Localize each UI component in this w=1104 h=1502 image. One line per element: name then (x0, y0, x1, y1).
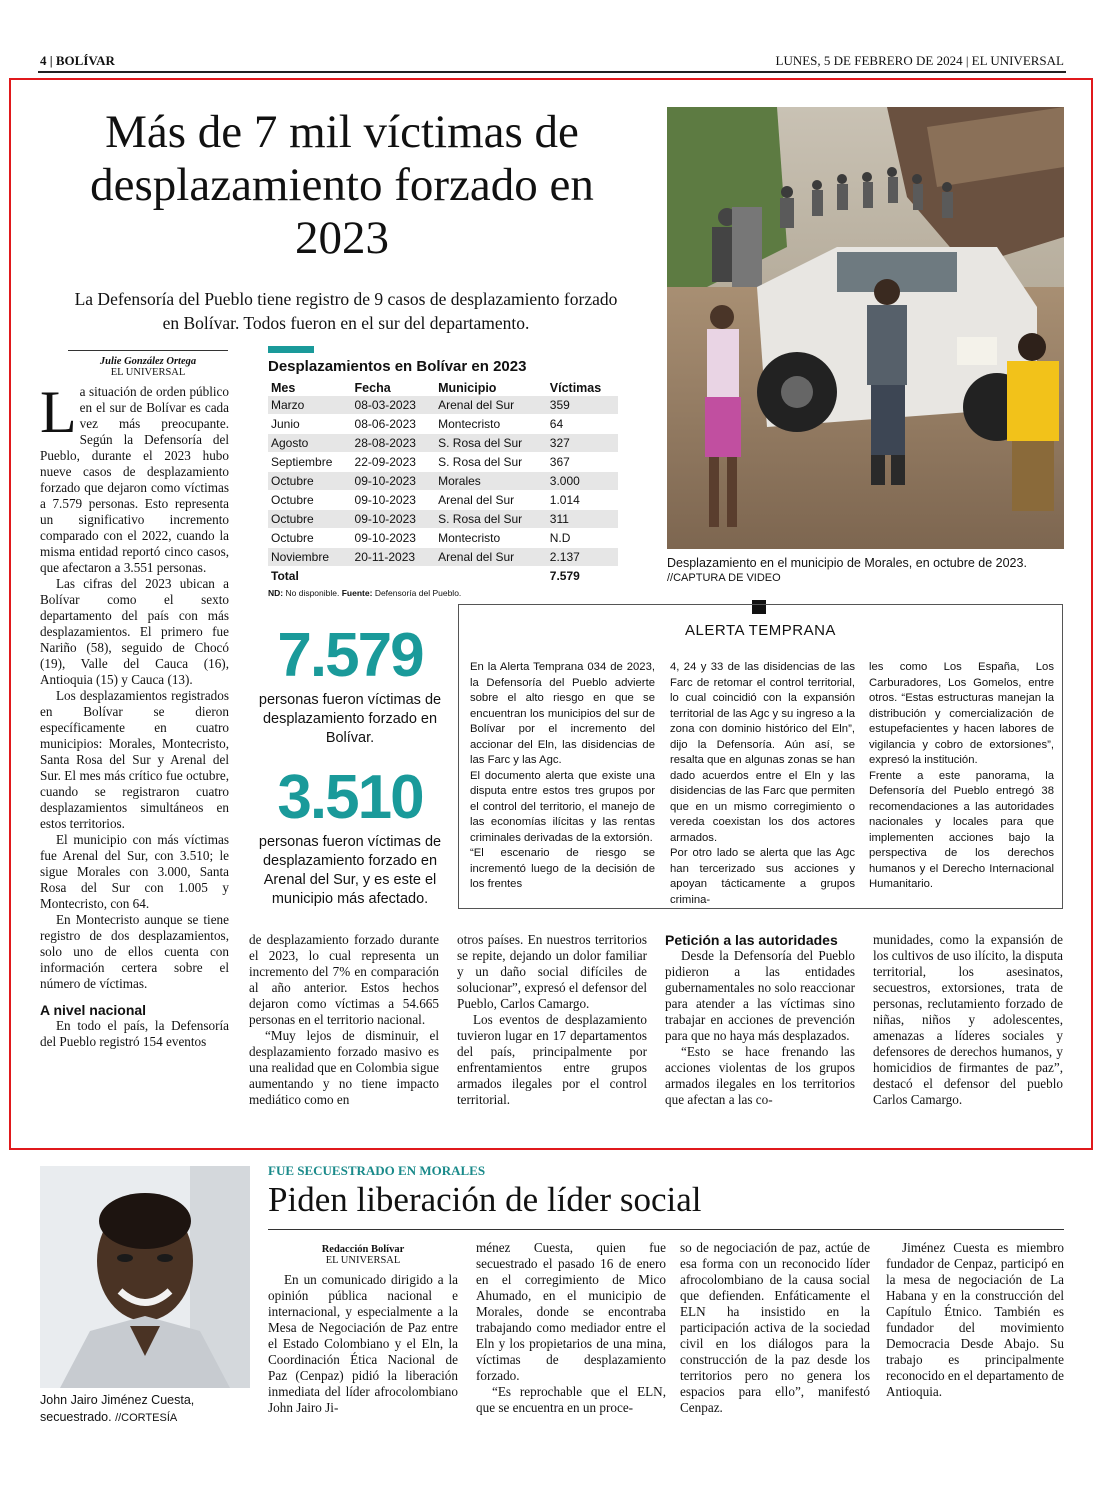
article-column-1 (40, 379, 229, 1050)
table-cell: S. Rosa del Sur (435, 434, 547, 453)
table-cell: N.D (547, 529, 618, 548)
table-cell: Noviembre (268, 548, 352, 567)
table-cell: Arenal del Sur (435, 548, 547, 567)
alerta-title: ALERTA TEMPRANA (685, 622, 836, 639)
table-header: Mes (271, 381, 296, 395)
table-cell: S. Rosa del Sur (435, 453, 547, 472)
table-row (268, 548, 618, 567)
table-cell: Montecristo (435, 415, 547, 434)
paragraph: so de negociación de paz, actúe de esa forma con un reconocido líder afrocolombiano de la causa social que defienden. Enfáticamente el ELN ha insistido en la participación activa de la sociedad civil en los diálogos para la construcción de la paz desde los territorios pero no genera los espacios para ello”, manifestó Cenpaz. (680, 1240, 870, 1415)
table-cell: Agosto (268, 434, 352, 453)
story2-rule (268, 1229, 1064, 1230)
drop-cap: L (40, 379, 77, 445)
table-cell: 1.014 (547, 491, 618, 510)
subhead-national: A nivel nacional (40, 1002, 147, 1018)
leader-photo-caption: John Jairo Jiménez Cuesta, secuestrado. //CORTESÍA (40, 1393, 195, 1424)
alerta-column-1: En la Alerta Temprana 034 de 2023, la Defensoría del Pueblo advierte sobre el alto riesgo en que se encuentran los municipios del sur de Bolívar por el incremento del accionar del Eln, las disidencias de las Farc y las Agc. El documento alerta que existe una disputa entre estos tres grupos por el control del territorio, el manejo de las economías ilícitas y las rentas criminales derivadas de la extorsión. “El escenario de riesgo se incrementó luego de la decisión de los frentes (470, 661, 655, 890)
table-cell: 311 (547, 510, 618, 529)
story2-kicker: FUE SECUESTRADO EN MORALES (268, 1163, 486, 1178)
alerta-column-3: les como Los España, Los Carburadores, Los Gomelos, entre otros. “Estas estructuras manejan la distribución y comercialización de estupefacientes y hacen labores de vigilancia y cobro de extorsiones”, expresó la institución. Frente a este panorama, la Defensoría del Pueblo entregó 38 recomendaciones a las autoridades nacionales y locales para que implementen acciones bajo la perspectiva de los derechos humanos y el Derecho Internacional Humanitario. (869, 661, 1054, 890)
table-row (268, 510, 618, 529)
table-cell: Montecristo (435, 529, 547, 548)
person-middle (867, 279, 907, 485)
story2-headline: Piden liberación de líder social (268, 1180, 702, 1219)
table-cell: Arenal del Sur (435, 491, 547, 510)
table-accent-bar (268, 346, 314, 353)
paragraph: “Muy lejos de disminuir, el desplazamiento forzado masivo es una realidad que en Colombia sigue aumentando y no tiene impacto mediático como en (249, 1028, 439, 1107)
leader-photo (40, 1166, 250, 1388)
table-cell: 359 (547, 396, 618, 415)
table-cell (435, 567, 547, 586)
table-row (268, 415, 618, 434)
story2-column-2 (476, 1240, 666, 1416)
table-note: ND: No disponible. Fuente: Defensoría del Pueblo. (268, 588, 462, 598)
photo-caption: Desplazamiento en el municipio de Morales, en octubre de 2023. //CAPTURA DE VIDEO (667, 556, 1067, 586)
table-cell: Octubre (268, 472, 352, 491)
table-header: Fecha (354, 381, 391, 395)
stat-text: personas fueron víctimas de desplazamiento forzado en Arenal del Sur, y es este el municipio más afectado. (258, 834, 442, 907)
stat-block-arenal (248, 762, 452, 909)
table-cell: 3.000 (547, 472, 618, 491)
byline (68, 356, 228, 378)
table-total-row (268, 567, 618, 586)
byline-author: Julie González Ortega (99, 356, 197, 367)
paragraph: “Es reprochable que el ELN, que se encuentra en un proce- (476, 1384, 666, 1415)
paragraph: En Montecristo aunque se tiene registro de dos desplazamientos, solo uno de ellos cuenta con información certera sobre el número de víctimas. (40, 912, 229, 991)
table-cell: 09-10-2023 (352, 510, 436, 529)
table-cell: 64 (547, 415, 618, 434)
table-cell: S. Rosa del Sur (435, 510, 547, 529)
table-total-value: 7.579 (547, 567, 618, 586)
table-row (268, 453, 618, 472)
table-cell: 22-09-2023 (352, 453, 436, 472)
paragraph: a situación de orden público en el sur de Bolívar es cada vez más preocupante. Según la Defensoría del Pueblo, durante el 2023 hubo nueve casos de desplazamiento forzado que dejaron como víctimas a 7.579 personas. Esto representa un significativo incremento comparado con el 2022, cuando la misma entidad reportó cinco casos, que afectaron a 3.551 personas. (40, 384, 229, 575)
paragraph: ménez Cuesta, quien fue secuestrado el pasado 16 de enero en el corregimiento de Mico Ahumado, en el municipio de Morales, donde se encontraba trabajando como mediador entre el Eln y los propietarios de una mina, víctimas de desplazamiento forzado. (476, 1240, 666, 1383)
story2-column-1 (268, 1272, 458, 1416)
table-header: Víctimas (549, 381, 602, 395)
stat-number: 7.579 (277, 621, 423, 690)
table-total-label: Total (268, 567, 352, 586)
paragraph: En todo el país, la Defensoría del Pueblo registró 154 eventos (40, 1018, 229, 1049)
table-cell: Junio (268, 415, 352, 434)
photo-credit: //CAPTURA DE VIDEO (667, 572, 781, 584)
table-cell (352, 567, 436, 586)
paragraph: de desplazamiento forzado durante el 2023, lo cual representa un incremento del 7% en comparación al año anterior. Estos hechos dejaron como víctimas a 54.665 personas en el territorio nacional. (249, 932, 439, 1027)
article-column-2 (249, 932, 439, 1108)
paragraph: Los desplazamientos registrados en Bolívar se dieron específicamente en cuatro municipios: Morales, Montecristo, Santa Rosa del Sur y Arenal del Sur. El mes más crítico fue octubre, cuando se registraron cuatro desplazamientos simultáneos en estos territorios. (40, 688, 229, 831)
table-header: Municipio (438, 381, 497, 395)
table-row (268, 529, 618, 548)
stat-block-bolivar (248, 620, 452, 748)
byline-outlet: EL UNIVERSAL (325, 1255, 401, 1266)
displacement-photo (667, 107, 1064, 549)
paragraph: Desde la Defensoría del Pueblo pidieron a las entidades gubernamentales no solo reaccionar para atender a las víctimas sino trabajar en acciones de prevención para que no haya más desplazados. (665, 948, 855, 1043)
paragraph: El municipio con más víctimas fue Arenal del Sur, con 3.510; le sigue Morales con 3.000, Santa Rosa del Sur con 1.005 y Montecristo, con 64. (40, 832, 229, 911)
page-section-label: 4 | BOLÍVAR (40, 53, 115, 68)
story2-column-3 (680, 1240, 870, 1416)
paragraph: Los eventos de desplazamiento tuvieron lugar en 17 departamentos del país, principalmente por enfrentamientos entre grupos armados ilegales por el control territorial. (457, 1012, 647, 1107)
table-cell: 20-11-2023 (352, 548, 436, 567)
page-date-label: LUNES, 5 DE FEBRERO DE 2024 | EL UNIVERSAL (775, 53, 1064, 68)
table-cell: 08-03-2023 (352, 396, 436, 415)
table-cell: Morales (435, 472, 547, 491)
header-rule (38, 71, 1066, 73)
leader-photo-credit: //CORTESÍA (115, 1412, 178, 1424)
table-cell: 09-10-2023 (352, 491, 436, 510)
paragraph: Las cifras del 2023 ubican a Bolívar como el sexto departamento del país con más desplazamientos. El primero fue Nariño (58), seguido de Chocó (19), Valle del Cauca (16), Antioquia (15) y Cauca (13). (40, 576, 229, 687)
article-column-5 (873, 932, 1063, 1108)
byline-author: Redacción Bolívar (321, 1244, 405, 1255)
table-cell: 09-10-2023 (352, 529, 436, 548)
table-cell: Septiembre (268, 453, 352, 472)
story2-column-4 (886, 1240, 1064, 1400)
displacement-table (268, 380, 618, 586)
table-cell: 09-10-2023 (352, 472, 436, 491)
article-column-3 (457, 932, 647, 1108)
table-header-row (268, 380, 618, 396)
stat-text: personas fueron víctimas de desplazamiento forzado en Bolívar. (258, 692, 442, 746)
paragraph: otros países. En nuestros territorios se repite, dejando un dolor familiar y un daño social difíciles de solucionar”, expresó el defensor del Pueblo, Carlos Camargo. (457, 932, 647, 1011)
story2-byline (268, 1244, 458, 1266)
subhead-peticion: Petición a las autoridades (665, 932, 838, 948)
stat-number: 3.510 (277, 763, 423, 832)
paragraph: Jiménez Cuesta es miembro fundador de Cenpaz, participó en la mesa de negociación de La Habana y en la construcción del Capítulo Étnico. También es fundador del movimiento Democracia Desde Abajo. Su trabajo es principalmente reconocido en el departamento de Antioquia. (886, 1240, 1064, 1399)
paragraph: “Esto se hace frenando las acciones violentas de los grupos armados ilegales en los territorios que afectan a las co- (665, 1044, 855, 1107)
paragraph: munidades, como la expansión de los cultivos de uso ilícito, la disputa territorial, los asesinatos, secuestros, extorsiones, trata de personas, reclutamiento forzado de niñas, niños y adolescentes, amenazas a líderes sociales y defensores de derechos humanos, y homicidios de firmantes de paz”, destacó el defensor del pueblo Carlos Camargo. (873, 932, 1063, 1107)
main-headline: Más de 7 mil víctimas de desplazamiento forzado en 2023 (90, 106, 594, 264)
table-row (268, 472, 618, 491)
table-cell: Marzo (268, 396, 352, 415)
table-cell: 327 (547, 434, 618, 453)
table-cell: 367 (547, 453, 618, 472)
table-cell: Arenal del Sur (435, 396, 547, 415)
table-cell: Octubre (268, 491, 352, 510)
alerta-column-2: 4, 24 y 33 de las disidencias de las Farc de retomar el control territorial, lo cual coincidió con la expansión territorial de las Agc y su ingreso a la zona con dominio histórico del Eln”, dijo la Defensoría. Aún así, se resalta que en algunas zonas se han dado acuerdos entre el Eln y las disidencias de las Farc que permiten que en un mismo corregimiento o vereda coexistan los dos actores armados. Por otro lado se alerta que las Agc han tercerizado sus acciones y apoyan tácticamente a grupos crimina- (670, 661, 855, 906)
table-row (268, 434, 618, 453)
article-column-4 (665, 932, 855, 1108)
byline-outlet: EL UNIVERSAL (110, 367, 186, 378)
table-cell: 28-08-2023 (352, 434, 436, 453)
table-cell: Octubre (268, 529, 352, 548)
table-cell: Octubre (268, 510, 352, 529)
table-row (268, 396, 618, 415)
table-cell: 08-06-2023 (352, 415, 436, 434)
table-cell: 2.137 (547, 548, 618, 567)
main-deck: La Defensoría del Pueblo tiene registro de 9 casos de desplazamiento forzado en Bolívar. Todos fueron en el sur del departamento. (74, 289, 618, 333)
byline-rule (68, 350, 228, 351)
table-title: Desplazamientos en Bolívar en 2023 (268, 358, 527, 375)
paragraph: En un comunicado dirigido a la opinión pública nacional e internacional, y especialmente a la Mesa de Negociación de Paz entre el Estado Colombiano y el Eln, la Coordinación Ética Nacional de Paz (Cenpaz) pidió la liberación inmediata del líder afrocolombiano John Jairo Ji- (268, 1272, 458, 1415)
table-row (268, 491, 618, 510)
